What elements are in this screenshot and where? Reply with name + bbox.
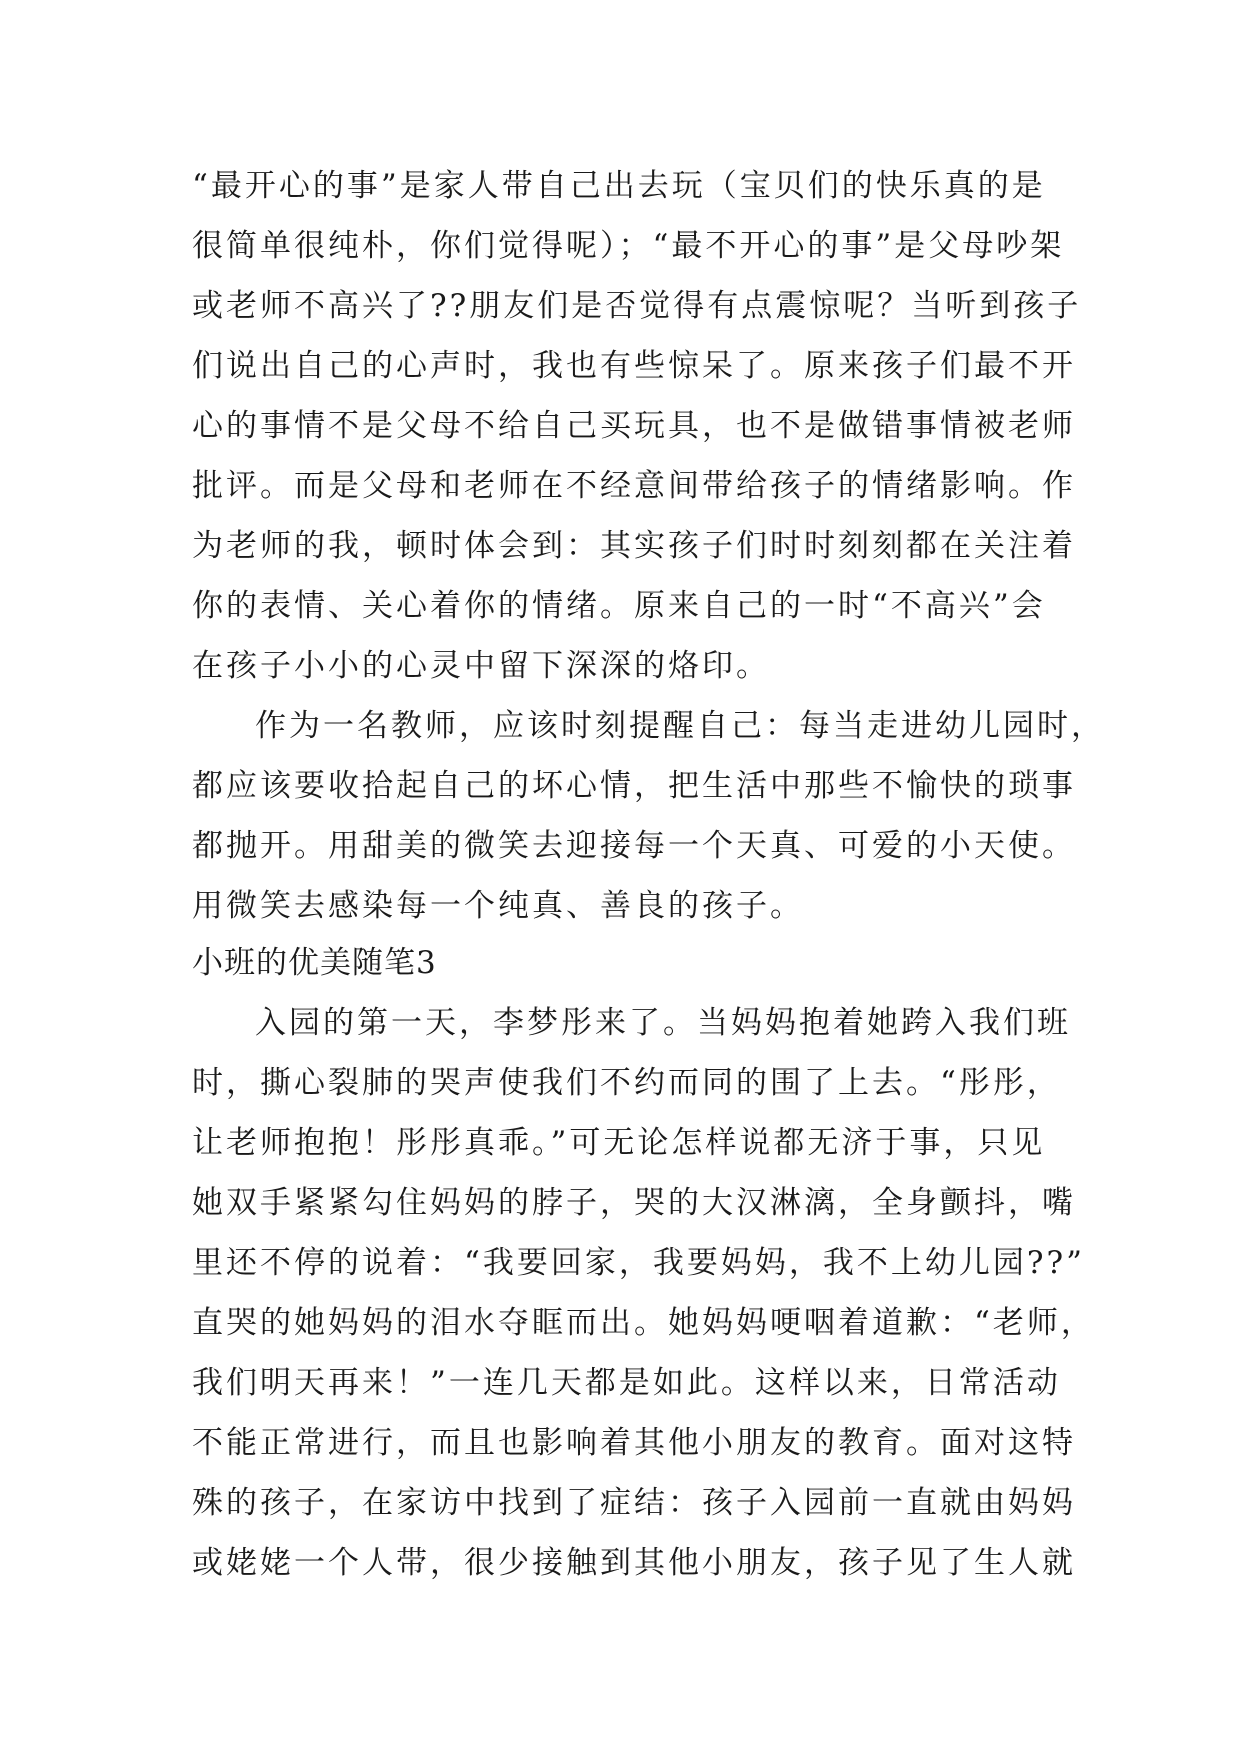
paragraph-3-line-6: 直哭的她妈妈的泪水夺眶而出。她妈妈哽咽着道歉：“老师， <box>192 1305 1095 1341</box>
paragraph-3-line-2: 时，撕心裂肺的哭声使我们不约而同的围了上去。“彤彤， <box>192 1065 1061 1101</box>
paragraph-1-line-1: “最开心的事”是家人带自己出去玩（宝贝们的快乐真的是 <box>192 168 1046 204</box>
paragraph-1-line-7: 为老师的我，顿时体会到：其实孩子们时时刻刻都在关注着 <box>192 528 1076 564</box>
section-title: 小班的优美随笔3 <box>192 945 437 981</box>
paragraph-3-line-10: 或姥姥一个人带，很少接触到其他小朋友，孩子见了生人就 <box>192 1545 1076 1581</box>
paragraph-2-line-2: 都应该要收拾起自己的坏心情，把生活中那些不愉快的琐事 <box>192 768 1076 804</box>
paragraph-1-line-2: 很简单很纯朴，你们觉得呢）；“最不开心的事”是父母吵架 <box>192 228 1065 264</box>
paragraph-3-line-7: 我们明天再来！”一连几天都是如此。这样以来，日常活动 <box>192 1365 1061 1401</box>
paragraph-2-line-4: 用微笑去感染每一个纯真、善良的孩子。 <box>192 888 804 924</box>
paragraph-3-line-9: 殊的孩子，在家访中找到了症结：孩子入园前一直就由妈妈 <box>192 1485 1076 1521</box>
paragraph-3-line-1: 入园的第一天，李梦彤来了。当妈妈抱着她跨入我们班 <box>255 1005 1071 1041</box>
paragraph-1-line-4: 们说出自己的心声时，我也有些惊呆了。原来孩子们最不开 <box>192 348 1076 384</box>
paragraph-2-line-1: 作为一名教师，应该时刻提醒自己：每当走进幼儿园时， <box>255 708 1105 744</box>
paragraph-1-line-6: 批评。而是父母和老师在不经意间带给孩子的情绪影响。作 <box>192 468 1076 504</box>
paragraph-1-line-9: 在孩子小小的心灵中留下深深的烙印。 <box>192 648 770 684</box>
paragraph-1-line-3: 或老师不高兴了??朋友们是否觉得有点震惊呢？当听到孩子 <box>192 288 1082 324</box>
paragraph-3-line-8: 不能正常进行，而且也影响着其他小朋友的教育。面对这特 <box>192 1425 1076 1461</box>
paragraph-1-line-5: 心的事情不是父母不给自己买玩具，也不是做错事情被老师 <box>192 408 1076 444</box>
paragraph-3-line-5: 里还不停的说着：“我要回家，我要妈妈，我不上幼儿园??” <box>192 1245 1085 1281</box>
paragraph-2-line-3: 都抛开。用甜美的微笑去迎接每一个天真、可爱的小天使。 <box>192 828 1076 864</box>
paragraph-3-line-4: 她双手紧紧勾住妈妈的脖子，哭的大汉淋漓，全身颤抖，嘴 <box>192 1185 1076 1221</box>
paragraph-3-line-3: 让老师抱抱！彤彤真乖。”可无论怎样说都无济于事，只见 <box>192 1125 1046 1161</box>
paragraph-1-line-8: 你的表情、关心着你的情绪。原来自己的一时“不高兴”会 <box>192 588 1046 624</box>
